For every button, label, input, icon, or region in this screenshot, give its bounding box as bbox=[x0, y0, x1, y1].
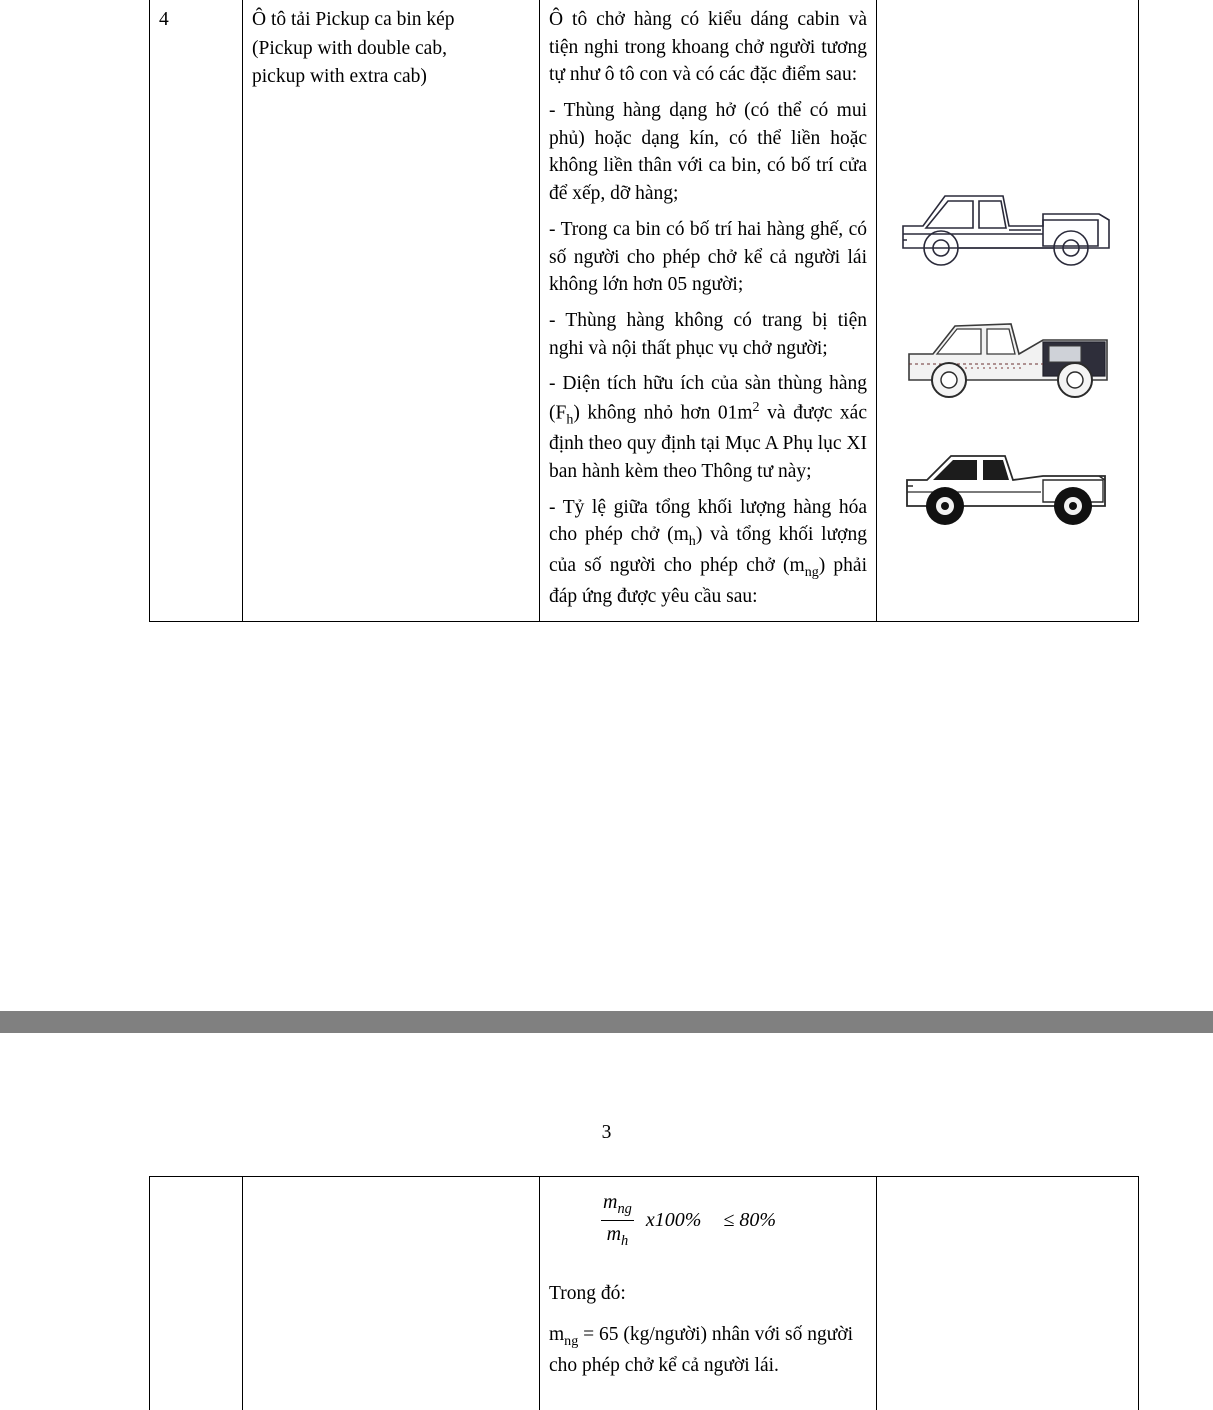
vehicle-classification-table-continued bbox=[149, 1176, 1139, 1410]
formula-denominator: $m_h$ bbox=[601, 1220, 635, 1250]
vehicle-name-line-1: Ô tô tải Pickup ca bin kép bbox=[252, 9, 455, 30]
formula-note-intro: Trong đó: bbox=[549, 1282, 626, 1304]
description-paragraph-4: - Thùng hàng không có trang bị tiện nghi và nội thất phục vụ chở người; bbox=[549, 309, 867, 359]
formula-comparison: ≤ 80% bbox=[723, 1209, 777, 1232]
row-number-cell: 4 bbox=[150, 0, 243, 621]
pickup-double-cab-line-drawing-icon bbox=[893, 174, 1123, 284]
formula-note-definition: $m_{ng} = 65$ (kg/người) nhân với số người cho phép chở kể cả người lái. bbox=[549, 1324, 854, 1377]
vehicle-illustration-cell bbox=[877, 0, 1139, 621]
description-paragraph-5: - Diện tích hữu ích của sàn thùng hàng $(F_h)$ không nhỏ hơn $01m^2$ và được xác định theo quy định tại Mục A Phụ lục XI ban hành kèm theo Thông tư này; bbox=[549, 373, 867, 482]
description-paragraph-1: Ô tô chở hàng có kiểu dáng cabin và tiện nghi trong khoang chở người tương tự như ô tô con và có các đặc điểm sau: bbox=[549, 9, 867, 86]
vehicle-illustration-cell-continued bbox=[877, 1177, 1139, 1410]
table-row bbox=[150, 0, 1139, 621]
illustration-stack bbox=[886, 6, 1129, 544]
vehicle-name-line-3: pickup with extra cab) bbox=[252, 66, 427, 88]
formula-numerator: $m_{ng}$ bbox=[603, 1191, 632, 1217]
vehicle-classification-table bbox=[149, 0, 1139, 622]
formula-tail: x100% bbox=[645, 1209, 702, 1232]
page-break-band bbox=[0, 1011, 1213, 1033]
row-number-cell-continued bbox=[150, 1177, 243, 1410]
page-number: 3 bbox=[601, 1122, 612, 1143]
table-row bbox=[150, 1177, 1139, 1410]
pickup-double-cab-photo-icon bbox=[893, 310, 1123, 414]
description-paragraph-6: - Tỷ lệ giữa tổng khối lượng hàng hóa cho phép chở $(m_h)$ và tổng khối lượng của số người cho phép chở $(m_{ng})$ phải đáp ứng được yêu cầu sau: bbox=[549, 496, 867, 607]
description-paragraph-2: - Thùng hàng dạng hở (có thể có mui phủ) hoặc dạng kín, có thể liền hoặc không liền thân với ca bin, có bố trí cửa để xếp, dỡ hàng; bbox=[549, 100, 867, 205]
vehicle-name-line-2: (Pickup with double cab, bbox=[252, 37, 447, 59]
formula-notes bbox=[549, 1280, 867, 1380]
formula-cell bbox=[540, 1177, 877, 1410]
pickup-extra-cab-photo-icon bbox=[893, 440, 1123, 544]
vehicle-description-cell bbox=[540, 0, 877, 621]
vehicle-type-name-cell-continued bbox=[243, 1177, 540, 1410]
description-paragraph-3: - Trong ca bin có bố trí hai hàng ghế, có số người cho phép chở kể cả người lái không lớn hơn 05 người; bbox=[549, 218, 867, 296]
mass-ratio-formula bbox=[549, 1191, 867, 1250]
formula-fraction bbox=[597, 1191, 638, 1250]
vehicle-type-name-cell bbox=[243, 0, 540, 621]
